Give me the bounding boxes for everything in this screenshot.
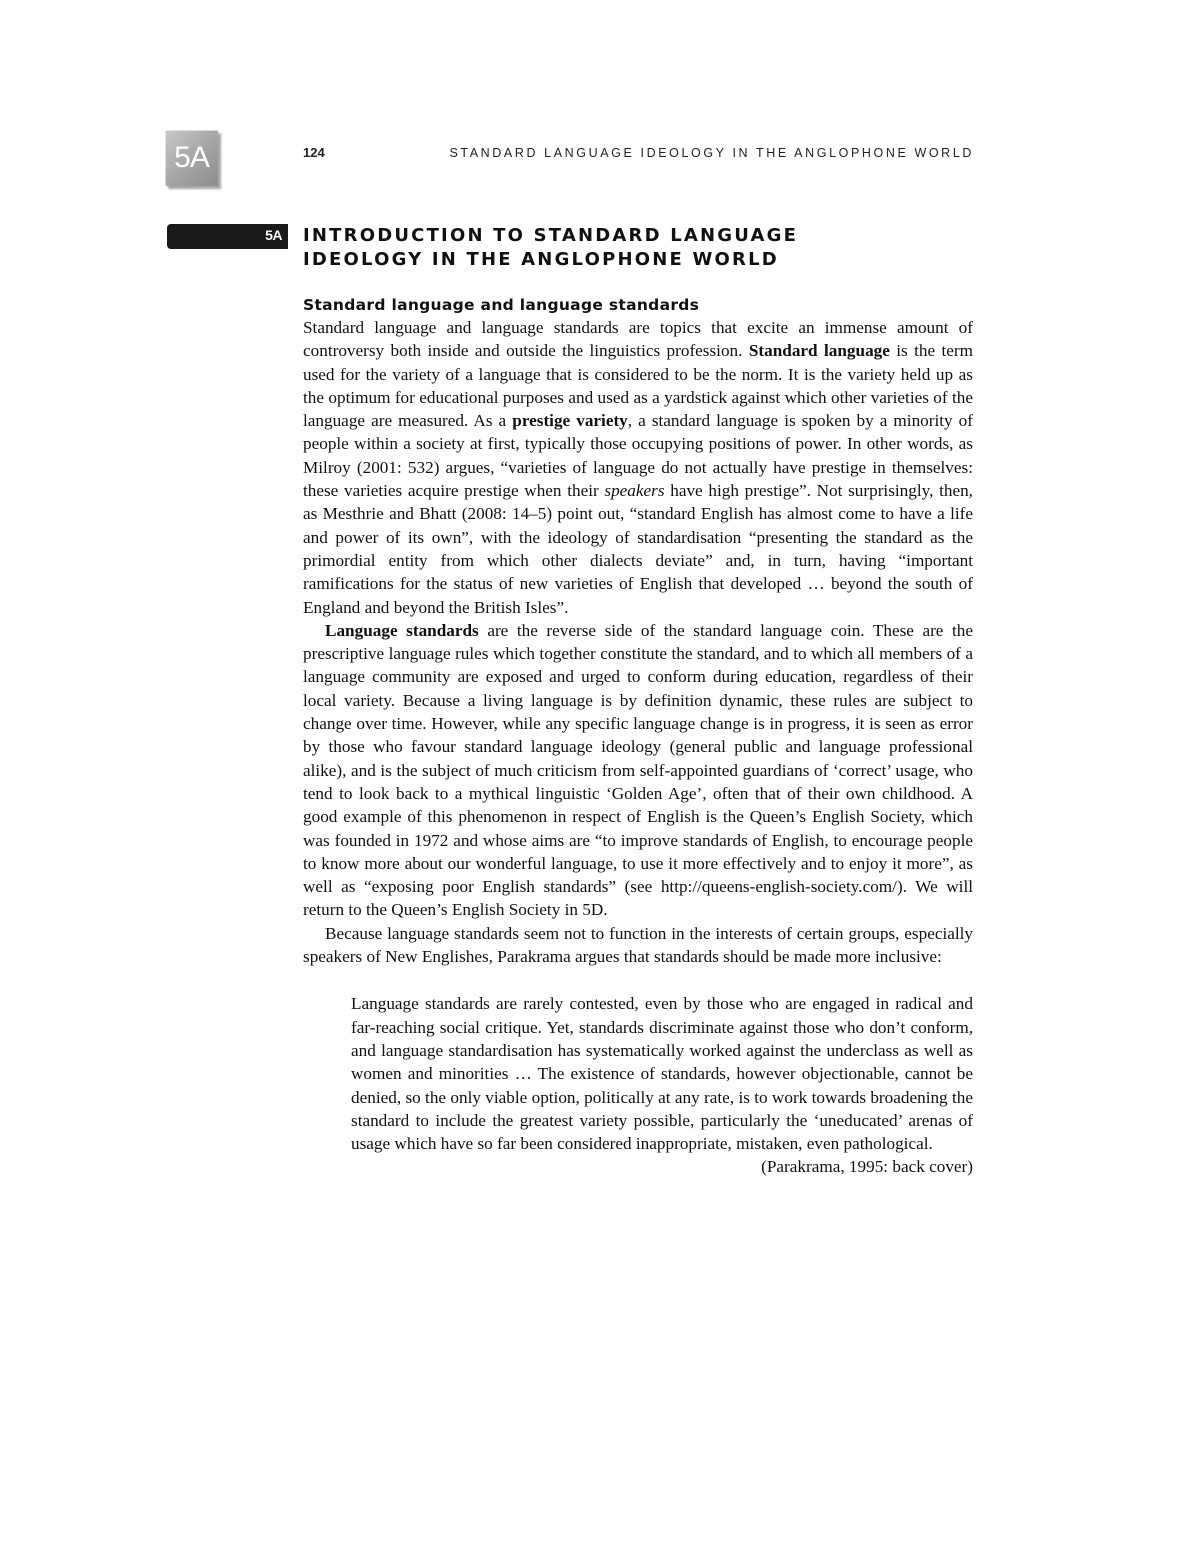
body-text (303, 294, 973, 1179)
term-standard-language: Standard language (748, 341, 890, 361)
term-language-standards: Language standards (325, 620, 479, 640)
paragraph-1-text-e: have high prestige”. Not surprisingly, then, as Mesthrie and Bhatt (2008: 14–5) point out, “standard English has almost come to have a life and power of its own”, with the ideology of standardisation “presenting the standard as the primordial entity from which other dialects deviate” and, in turn, having “important ramifications for the status of new varieties of English that developed … beyond the south of England and beyond the British Isles”. (303, 481, 973, 617)
running-head: STANDARD LANGUAGE IDEOLOGY IN THE ANGLOPHONE WORLD (449, 146, 974, 160)
block-quote-text: Language standards are rarely contested, even by those who are engaged in radical and far-reaching social critique. Yet, standards discriminate against those who don’t conform, and language standardisation has systematically worked against the underclass as well as women and minorities … The existence of standards, however objectionable, cannot be denied, so the only viable option, politically at any rate, is to work towards broadening the standard to include the greatest variety possible, particularly the ‘uneducated’ arenas of usage which have so far been considered inappropriate, mistaken, even pathological. (351, 994, 973, 1154)
term-prestige-variety: prestige variety (512, 411, 628, 431)
block-quote-citation: (Parakrama, 1995: back cover) (761, 1157, 973, 1177)
paragraph-1 (303, 316, 973, 619)
chapter-tab (165, 130, 218, 186)
paragraph-2 (303, 619, 973, 922)
section-marker-label: 5A (265, 227, 282, 243)
emphasis-speakers: speakers (604, 481, 665, 501)
paragraph-1-text-a: Standard language and language standards are topics that excite an immense amount of controversy both inside and outside the linguistics profession. (303, 318, 973, 361)
section-marker-bar (167, 224, 288, 249)
section-title (303, 224, 943, 272)
block-quote (351, 992, 973, 1178)
paragraph-1-text-c: is the term used for the variety of a language that is considered to be the norm. It is the variety held up as the optimum for educational purposes and used as a yardstick against which other varieties of the language are measured. As a (303, 341, 973, 431)
paragraph-1-text-d: , a standard language is spoken by a minority of people within a society at first, typically those occupying positions of power. In other words, as Milroy (2001: 532) argues, “varieties of language do not actually have prestige in themselves: these varieties acquire prestige when their (303, 411, 974, 501)
section-title-line-1: INTRODUCTION TO STANDARD LANGUAGE (303, 225, 799, 246)
chapter-tab-label: 5A (174, 141, 209, 174)
section-title-line-2: IDEOLOGY IN THE ANGLOPHONE WORLD (303, 249, 779, 270)
paragraph-3: Because language standards seem not to function in the interests of certain groups, especially speakers of New Englishes, Parakrama argues that standards should be made more inclusive: (303, 923, 973, 967)
paragraph-2-text: are the reverse side of the standard language coin. These are the prescriptive language rules which together constitute the standard, and to which all members of a language community are exposed and urged to conform during education, regardless of their local variety. Because a living language is by definition dynamic, these rules are subject to change over time. However, while any specific language change is in progress, it is seen as error by those who favour standard language ideology (general public and language professional alike), and is the subject of much criticism from self-appointed guardians of ‘correct’ usage, who tend to look back to a mythical linguistic ‘Golden Age’, often that of their own childhood. A good example of this phenomenon in respect of English is the Queen’s English Society, which was founded in 1972 and whose aims are “to improve standards of English, to encourage people to know more about our wonderful language, to use it more effectively and to enjoy it more”, as well as “exposing poor English standards” (see http://queens-english-society.com/). We will return to the Queen’s English Society in 5D. (303, 620, 973, 920)
subheading: Standard language and language standards (303, 296, 700, 314)
page-number: 124 (303, 145, 325, 160)
